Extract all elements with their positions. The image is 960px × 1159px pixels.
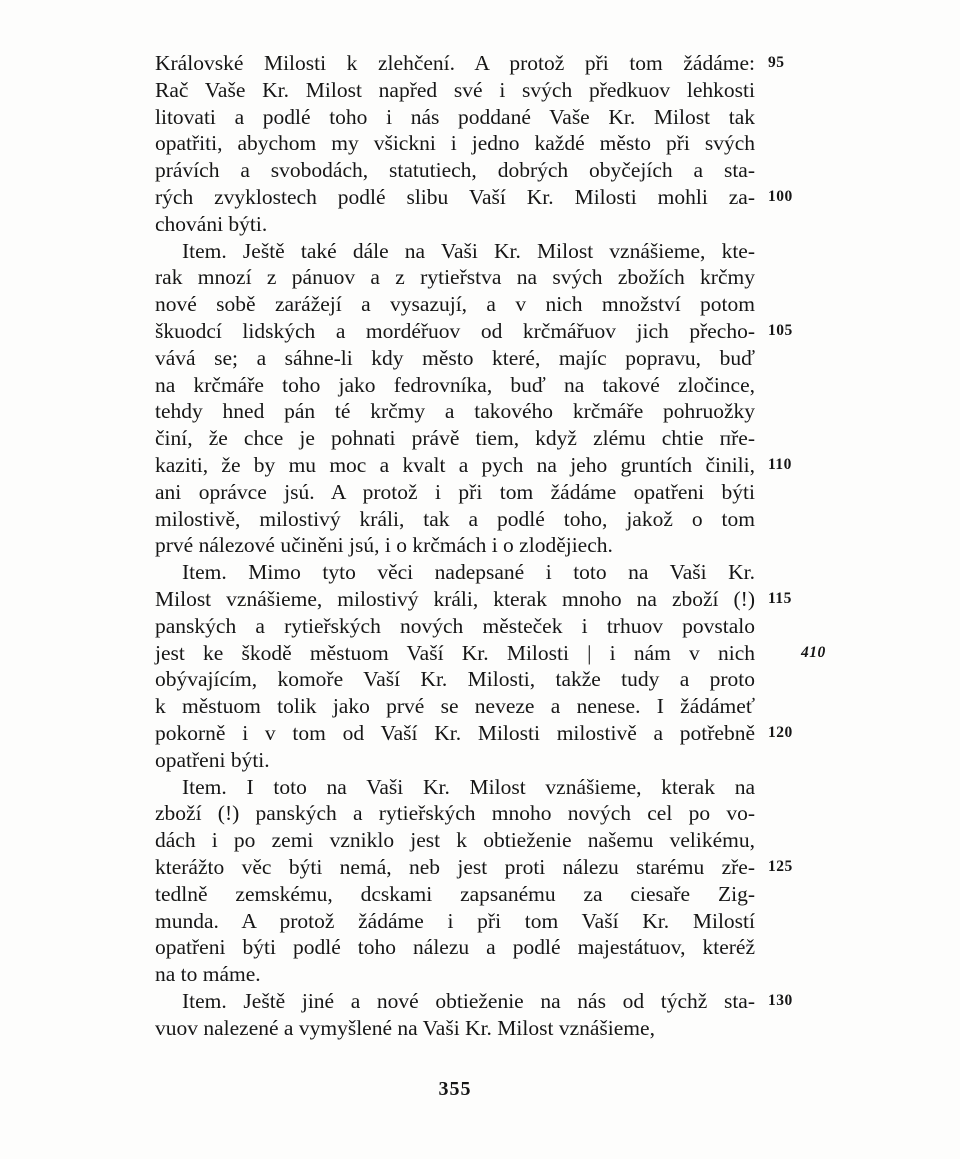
line-text: Item. I toto na Vaši Kr. Milost vznášieme, kterak na: [182, 774, 755, 799]
line-text: litovati a podlé toho i nás poddané Vaše Kr. Milost tak: [155, 104, 755, 129]
text-block: [155, 50, 826, 1041]
line-text: prvé nálezové učiněni jsú, i o krčmách i o zlodějiech.: [155, 533, 613, 558]
text-line: [155, 479, 755, 506]
text-line: [155, 398, 755, 425]
line-text: Item. Mimo tyto věci nadepsané i toto na Vaši Kr.: [182, 560, 755, 585]
line-text: opatřiti, abychom my všickni i jedno každé město při svých: [155, 131, 755, 156]
text-line: [155, 640, 826, 667]
margin-line-number: 120: [768, 723, 793, 741]
text-line: [155, 157, 755, 184]
line-text: obývajícím, komoře Vaší Kr. Milosti, takže tudy a proto: [155, 667, 755, 692]
margin-line-number: 95: [768, 54, 785, 71]
line-text: Královské Milosti k zlehčení. A protož při tom žádáme:: [155, 51, 755, 75]
line-text: ani oprávce jsú. A protož i při tom žádáme opatřeni býti: [155, 479, 755, 504]
margin-line-number: 100: [768, 187, 793, 205]
text-line: [155, 774, 755, 801]
margin-line-number: 105: [768, 321, 793, 339]
line-text: chováni býti.: [155, 211, 268, 236]
line-text: tedlně zemskému, dcskami zapsanému za ciesaře Zig-: [155, 881, 755, 906]
line-text: Rač Vaše Kr. Milost napřed své i svých předkuov lehkosti: [155, 77, 755, 102]
line-text: tehdy hned pán té krčmy a takového krčmáře pohruožky: [155, 399, 755, 424]
text-line: [155, 291, 755, 318]
line-text: vuov nalezené a vymyšlené na Vaši Kr. Milost vznášieme,: [155, 1015, 655, 1040]
text-line: [155, 693, 755, 720]
text-line: [155, 130, 755, 157]
line-text: jest ke škodě městuom Vaší Kr. Milosti | i nám v nich: [155, 640, 755, 665]
line-text: Item. Ještě jiné a nové obtieženie na nás od týchž sta-: [182, 988, 755, 1013]
text-line: [155, 827, 755, 854]
line-text: činí, že chce je pohnati právě tiem, když zlému chtie пře-: [155, 426, 755, 451]
text-line: [155, 559, 755, 586]
line-text: k městuom tolik jako prvé se neveze a nenese. I žádámeť: [155, 694, 755, 719]
margin-line-number: 110: [768, 455, 792, 473]
text-line: [155, 988, 793, 1015]
line-text: škuodcí lidských a mordéřuov od krčmářuov jich přecho-: [155, 318, 755, 343]
line-text: právích a svobodách, statutiech, dobrých obyčejích a sta-: [155, 158, 755, 183]
text-line: [155, 908, 755, 935]
text-line: [155, 613, 755, 640]
line-text: opatřeni býti.: [155, 747, 270, 772]
text-line: [155, 506, 755, 533]
text-line: [155, 184, 793, 211]
line-text: pokorně i v tom od Vaší Kr. Milosti milostivě a potřebně: [155, 720, 755, 745]
text-line: [155, 50, 785, 77]
line-text: panských a rytieřských nových městeček i trhuov povstalo: [155, 613, 755, 638]
margin-line-number: 130: [768, 991, 793, 1009]
line-text: vává se; a sáhne-li kdy město které, majíc popravu, buď: [155, 345, 755, 370]
text-line: [155, 961, 755, 988]
text-line: [155, 211, 755, 238]
text-line: [155, 77, 755, 104]
text-line: [155, 854, 793, 881]
line-text: na krčmáře toho jako fedrovníka, buď na takové zločince,: [155, 372, 755, 397]
text-line: [155, 532, 755, 559]
text-line: [155, 318, 793, 345]
text-line: [155, 452, 792, 479]
text-line: [155, 800, 755, 827]
text-line: [155, 720, 793, 747]
text-line: [155, 425, 755, 452]
line-text: rých zvyklostech podlé slibu Vaší Kr. Milosti mohli za-: [155, 184, 755, 209]
text-line: [155, 372, 755, 399]
margin-line-number: 410: [801, 643, 826, 661]
text-line: [155, 264, 755, 291]
line-text: rak mnozí z pánuov a z rytieřstva na svých zbožích krčmy: [155, 265, 755, 290]
line-text: munda. A protož žádáme i při tom Vaší Kr. Milostí: [155, 908, 755, 933]
text-line: [155, 1015, 755, 1042]
line-text: dách i po zemi vzniklo jest k obtieženie našemu velikému,: [155, 828, 755, 853]
text-line: [155, 104, 755, 131]
text-line: [155, 747, 755, 774]
line-text: na to máme.: [155, 962, 261, 987]
margin-line-number: 125: [768, 857, 793, 875]
text-line: [155, 238, 755, 265]
line-text: Milost vznášieme, milostivý králi, kterak mnoho na zboží (!): [155, 586, 755, 611]
line-text: Item. Ještě také dále na Vaši Kr. Milost vznášieme, kte-: [182, 238, 755, 263]
text-line: [155, 934, 755, 961]
text-line: [155, 586, 792, 613]
text-line: [155, 881, 755, 908]
line-text: zboží (!) panských a rytieřských mnoho nových cel po vo-: [155, 801, 755, 826]
line-text: kaziti, že by mu moc a kvalt a pych na jeho gruntích činili,: [155, 452, 755, 477]
line-text: nové sobě zarážejí a vysazují, a v nich množství potom: [155, 292, 755, 317]
line-text: kterážto věc býti nemá, neb jest proti nálezu starému zře-: [155, 854, 755, 879]
text-line: [155, 345, 755, 372]
line-text: opatřeni býti podlé toho nálezu a podlé majestátuov, kteréž: [155, 935, 755, 960]
line-text: milostivě, milostivý králi, tak a podlé toho, jakož o tom: [155, 506, 755, 531]
text-line: [155, 666, 755, 693]
margin-line-number: 115: [768, 589, 792, 607]
page-number: 355: [438, 1078, 472, 1100]
